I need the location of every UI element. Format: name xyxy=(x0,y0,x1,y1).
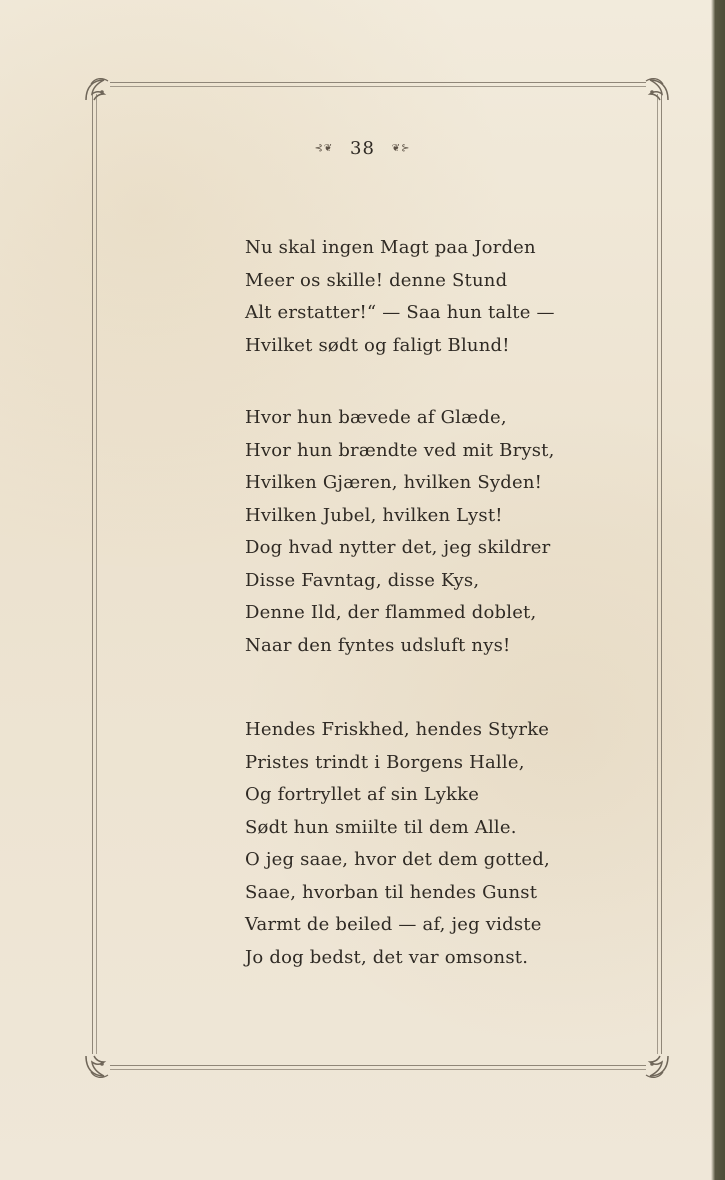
poem-line: Hvor hun bævede af Glæde, xyxy=(245,407,507,428)
poem-line: Denne Ild, der flammed doblet, xyxy=(245,602,537,623)
poem-line: Nu skal ingen Magt paa Jorden xyxy=(245,237,536,258)
corner-ornament-top-left-icon xyxy=(82,74,116,108)
poem-line: Sødt hun smiilte til dem Alle. xyxy=(245,816,517,838)
page-edge-shadow xyxy=(711,0,725,1180)
poem-line: Hvor hun brændte ved mit Bryst, xyxy=(245,439,555,461)
page-header xyxy=(0,138,725,159)
poem-line: Dog hvad nytter det, jeg skildrer xyxy=(245,537,551,558)
poem-line: Hvilken Jubel, hvilken Lyst! xyxy=(245,504,503,526)
poem-line: Varmt de beiled — af, jeg vidste xyxy=(245,914,542,935)
header-ornament-right-icon: ❦⊱ xyxy=(391,143,411,154)
poem-stanza-3 xyxy=(245,714,605,974)
poem-line: O jeg saae, hvor det dem gotted, xyxy=(245,849,550,870)
frame-top-line xyxy=(110,82,646,83)
poem-line: Hvilken Gjæren, hvilken Syden! xyxy=(245,472,543,493)
poem-line: Meer os skille! denne Stund xyxy=(245,269,508,291)
frame-left-line xyxy=(92,94,93,1054)
frame-right-inner-line xyxy=(657,94,658,1054)
corner-ornament-bottom-left-icon xyxy=(82,1048,116,1082)
poem-line: Naar den fyntes udsluft nys! xyxy=(245,634,511,656)
header-ornament-left-icon: ⊰❦ xyxy=(314,143,334,154)
frame-top-inner-line xyxy=(110,86,646,87)
poem-line: Disse Favntag, disse Kys, xyxy=(245,569,480,591)
poem-line: Jo dog bedst, det var omsonst. xyxy=(245,946,529,968)
poem-line: Hvilket sødt og faligt Blund! xyxy=(245,334,510,356)
poem-line: Alt erstatter!“ — Saa hun talte — xyxy=(245,302,555,323)
poem-line: Pristes trindt i Borgens Halle, xyxy=(245,751,525,773)
corner-ornament-top-right-icon xyxy=(638,74,672,108)
frame-right-line xyxy=(661,94,662,1054)
poem-stanza-2 xyxy=(245,402,605,662)
frame-left-inner-line xyxy=(96,94,97,1054)
frame-bottom-inner-line xyxy=(110,1069,646,1070)
poem-line: Og fortryllet af sin Lykke xyxy=(245,784,480,805)
poem-line: Saae, hvorban til hendes Gunst xyxy=(245,881,538,903)
poem-line: Hendes Friskhed, hendes Styrke xyxy=(245,719,550,740)
frame-bottom-line xyxy=(110,1065,646,1066)
page-number: 38 xyxy=(350,138,375,159)
poem-stanza-1 xyxy=(245,232,605,362)
poem-text xyxy=(245,232,605,974)
corner-ornament-bottom-right-icon xyxy=(638,1048,672,1082)
